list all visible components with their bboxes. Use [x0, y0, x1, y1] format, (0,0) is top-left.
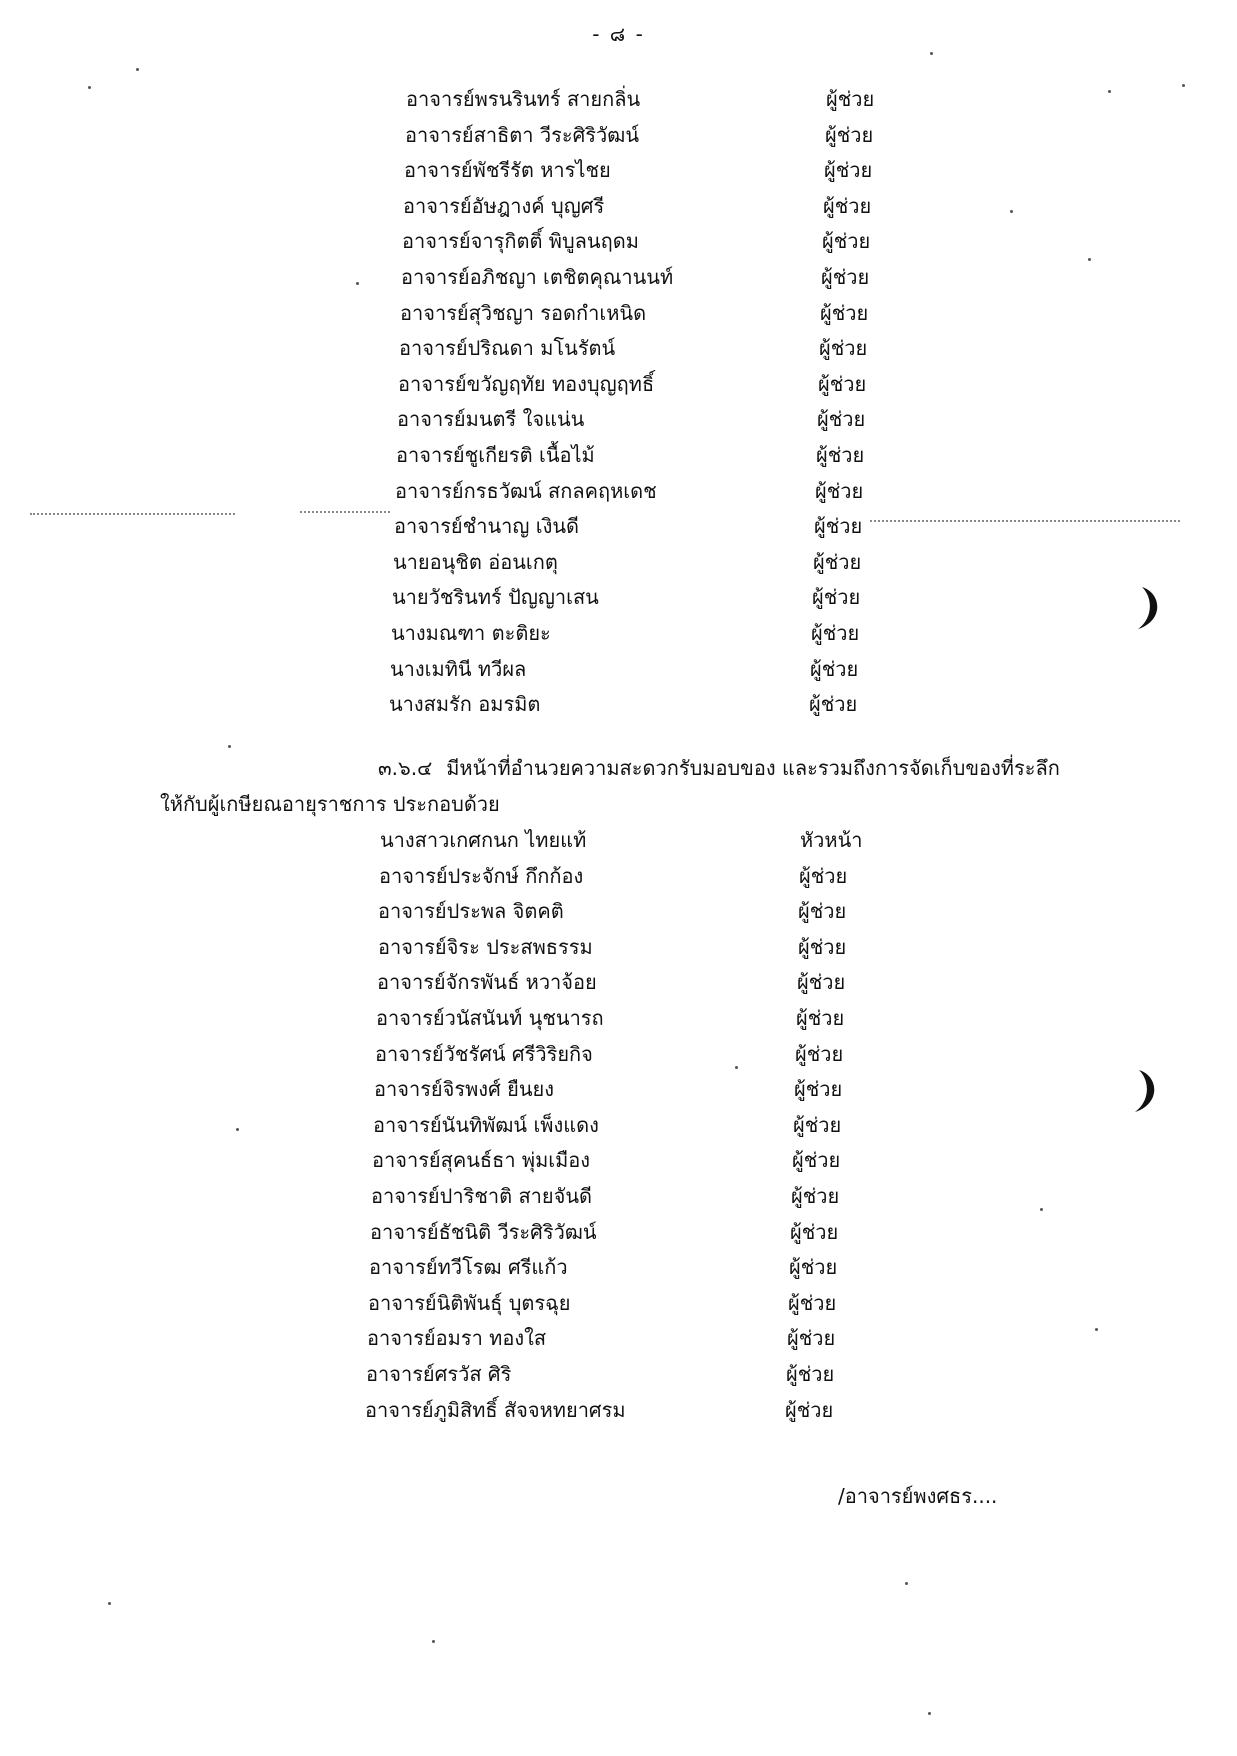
member-name: อาจารย์ขวัญฤทัย ทองบุญฤทธิ์: [398, 371, 655, 396]
member-name: อาจารย์มนตรี ใจแน่น: [397, 407, 585, 432]
scan-dotted-line: [30, 513, 235, 515]
member-role: ผู้ช่วย: [796, 1005, 845, 1030]
member-row: [370, 1215, 890, 1251]
crescent-scan-mark-icon: [1125, 1068, 1161, 1114]
section-text: มีหน้าที่อำนวยความสะดวกรับมอบของ และรวมถึงการจัดเก็บของที่ระลึก: [446, 756, 1060, 780]
member-role: ผู้ช่วย: [799, 863, 848, 888]
member-name: อาจารย์ปริณดา มโนรัตน์: [399, 336, 616, 361]
member-name: อาจารย์กรธวัฒน์ สกลคฤหเดช: [395, 478, 657, 503]
member-row: [365, 1393, 885, 1429]
member-row: [377, 965, 897, 1001]
scan-speck: [136, 68, 139, 71]
member-row: [402, 224, 922, 260]
member-name: นางสมรัก อมรมิต: [389, 692, 541, 717]
member-name: อาจารย์ทวีโรฒ ศรีแก้ว: [369, 1255, 568, 1280]
member-role: ผู้ช่วย: [797, 970, 846, 995]
member-name: อาจารย์สุวิชญา รอดกำเหนิด: [400, 300, 647, 325]
scan-speck: [1182, 84, 1185, 87]
member-role: ผู้ช่วย: [789, 1255, 838, 1280]
member-name: อาจารย์สาธิตา วีระศิริวัฒน์: [405, 122, 639, 147]
section-text-continuation: ให้กับผู้เกษียณอายุราชการ ประกอบด้วย: [160, 792, 500, 816]
section-number: ๓.๖.๔: [378, 756, 433, 780]
member-role: ผู้ช่วย: [813, 549, 862, 574]
member-name: นางสาวเกศกนก ไทยแท้: [380, 828, 587, 852]
next-page-continuation: /อาจารย์พงศธร....: [838, 1484, 998, 1508]
scan-speck: [1040, 1208, 1043, 1211]
member-name: อาจารย์วนัสนันท์ นุชนารถ: [376, 1005, 604, 1030]
member-row: [404, 153, 924, 189]
member-role: ผู้ช่วย: [821, 264, 870, 289]
member-name: อาจารย์นิติพันธุ์ บุตรฉุย: [368, 1290, 571, 1315]
scan-speck: [905, 1582, 908, 1585]
member-row: [380, 823, 900, 859]
member-row: [389, 687, 909, 723]
member-row: [405, 118, 925, 154]
member-name: อาจารย์นันทิพัฒน์ เพ็งแดง: [373, 1112, 599, 1137]
member-role: ผู้ช่วย: [791, 1183, 840, 1208]
member-name: อาจารย์ปาริชาติ สายจันดี: [371, 1183, 593, 1208]
member-role: ผู้ช่วย: [818, 371, 867, 396]
member-row: [378, 930, 898, 966]
member-row: [394, 509, 914, 545]
member-row: [371, 1179, 891, 1215]
member-name: นางเมทินี ทวีผล: [390, 656, 527, 681]
scan-speck: [1108, 90, 1111, 93]
member-role: ผู้ช่วย: [795, 1041, 844, 1066]
member-role: ผู้ช่วย: [810, 656, 859, 681]
scan-speck: [1010, 210, 1013, 213]
member-row: [399, 331, 919, 367]
member-row: [374, 1072, 894, 1108]
member-row: [373, 1108, 893, 1144]
scan-speck: [108, 1602, 111, 1605]
member-role: ผู้ช่วย: [820, 300, 869, 325]
scan-speck: [228, 745, 231, 748]
member-role: ผู้ช่วย: [817, 407, 866, 432]
scan-speck: [930, 52, 933, 55]
member-row: [401, 260, 921, 296]
member-row: [403, 189, 923, 225]
scan-dotted-line: [870, 520, 1180, 522]
member-name: อาจารย์พรนรินทร์ สายกลิ่น: [406, 87, 641, 111]
member-row: [372, 1143, 892, 1179]
member-name: อาจารย์ประพล จิตคติ: [378, 899, 564, 924]
member-name: อาจารย์อภิชญา เตชิตคุณานนท์: [401, 264, 674, 289]
member-role: ผู้ช่วย: [811, 620, 860, 645]
member-row: [397, 402, 917, 438]
member-role: ผู้ช่วย: [825, 122, 874, 147]
member-role: ผู้ช่วย: [798, 899, 847, 924]
member-row: [366, 1357, 886, 1393]
member-row: [398, 367, 918, 403]
member-role: ผู้ช่วย: [812, 585, 861, 610]
scan-dotted-line: [300, 511, 390, 513]
member-role: ผู้ช่วย: [824, 158, 873, 183]
member-row: [367, 1321, 887, 1357]
member-name: อาจารย์จิระ ประสพธรรม: [378, 934, 593, 959]
member-name: อาจารย์จักรพันธ์ หวาจ้อย: [377, 970, 597, 995]
member-row: [375, 1037, 895, 1073]
committee-member-list-2: [365, 823, 896, 1428]
scan-speck: [432, 1640, 435, 1643]
member-role: หัวหน้า: [800, 828, 863, 852]
scan-speck: [356, 282, 359, 285]
member-name: อาจารย์ประจักษ์ กึกก้อง: [379, 863, 584, 888]
member-role: ผู้ช่วย: [822, 229, 871, 254]
member-row: [379, 859, 899, 895]
member-row: [400, 296, 920, 332]
member-role: ผู้ช่วย: [819, 336, 868, 361]
member-name: อาจารย์ศรวัส ศิริ: [366, 1361, 512, 1386]
member-row: [392, 580, 912, 616]
member-role: ผู้ช่วย: [814, 514, 863, 539]
member-role: ผู้ช่วย: [823, 193, 872, 218]
member-role: ผู้ช่วย: [798, 934, 847, 959]
member-role: ผู้ช่วย: [793, 1112, 842, 1137]
member-role: ผู้ช่วย: [785, 1397, 834, 1422]
section-heading: [378, 752, 1060, 784]
member-row: [376, 1001, 896, 1037]
scan-speck: [1088, 258, 1091, 261]
member-row: [368, 1286, 888, 1322]
member-role: ผู้ช่วย: [787, 1326, 836, 1351]
member-name: อาจารย์สุคนธ์ธา พุ่มเมือง: [372, 1148, 591, 1173]
member-row: [396, 438, 916, 474]
member-name: อาจารย์อัษฎางค์ บุญศรี: [403, 193, 605, 218]
member-name: อาจารย์ธัชนิติ วีระศิริวัฒน์: [370, 1219, 597, 1244]
member-role: ผู้ช่วย: [826, 87, 875, 111]
scan-speck: [735, 1066, 738, 1069]
member-name: อาจารย์วัชรัศน์ ศรีวิริยกิจ: [375, 1041, 593, 1066]
member-role: ผู้ช่วย: [792, 1148, 841, 1173]
scan-speck: [928, 1712, 931, 1715]
member-row: [395, 474, 915, 510]
member-role: ผู้ช่วย: [790, 1219, 839, 1244]
member-name: นายอนุชิต อ่อนเกตุ: [393, 549, 558, 574]
page-number: - ๘ -: [592, 22, 645, 46]
member-name: อาจารย์จิรพงศ์ ยืนยง: [374, 1077, 554, 1102]
member-role: ผู้ช่วย: [816, 442, 865, 467]
committee-member-list: [389, 82, 920, 723]
member-name: อาจารย์ชำนาญ เงินดี: [394, 514, 580, 539]
member-role: ผู้ช่วย: [809, 692, 858, 717]
member-row: [406, 82, 926, 118]
member-role: ผู้ช่วย: [794, 1077, 843, 1102]
member-name: อาจารย์อมรา ทองใส: [367, 1326, 547, 1351]
member-name: นายวัชรินทร์ ปัญญาเสน: [392, 585, 599, 610]
member-role: ผู้ช่วย: [788, 1290, 837, 1315]
member-role: ผู้ช่วย: [786, 1361, 835, 1386]
member-row: [369, 1250, 889, 1286]
scan-speck: [1095, 1328, 1098, 1331]
member-row: [378, 894, 898, 930]
scan-speck: [88, 86, 91, 89]
member-name: นางมณฑา ตะติยะ: [391, 620, 551, 645]
scan-speck: [236, 1128, 239, 1131]
member-name: อาจารย์พัชรีรัต หารไชย: [404, 158, 611, 183]
member-name: อาจารย์ภูมิสิทธิ์ สัจจหทยาศรม: [365, 1397, 626, 1422]
member-name: อาจารย์ชูเกียรติ เนื้อไม้: [396, 442, 595, 467]
member-row: [393, 545, 913, 581]
member-row: [391, 616, 911, 652]
member-name: อาจารย์จารุกิตติ์ พิบูลนฤดม: [402, 229, 639, 254]
crescent-scan-mark-icon: [1128, 585, 1164, 631]
member-row: [390, 652, 910, 688]
member-role: ผู้ช่วย: [815, 478, 864, 503]
